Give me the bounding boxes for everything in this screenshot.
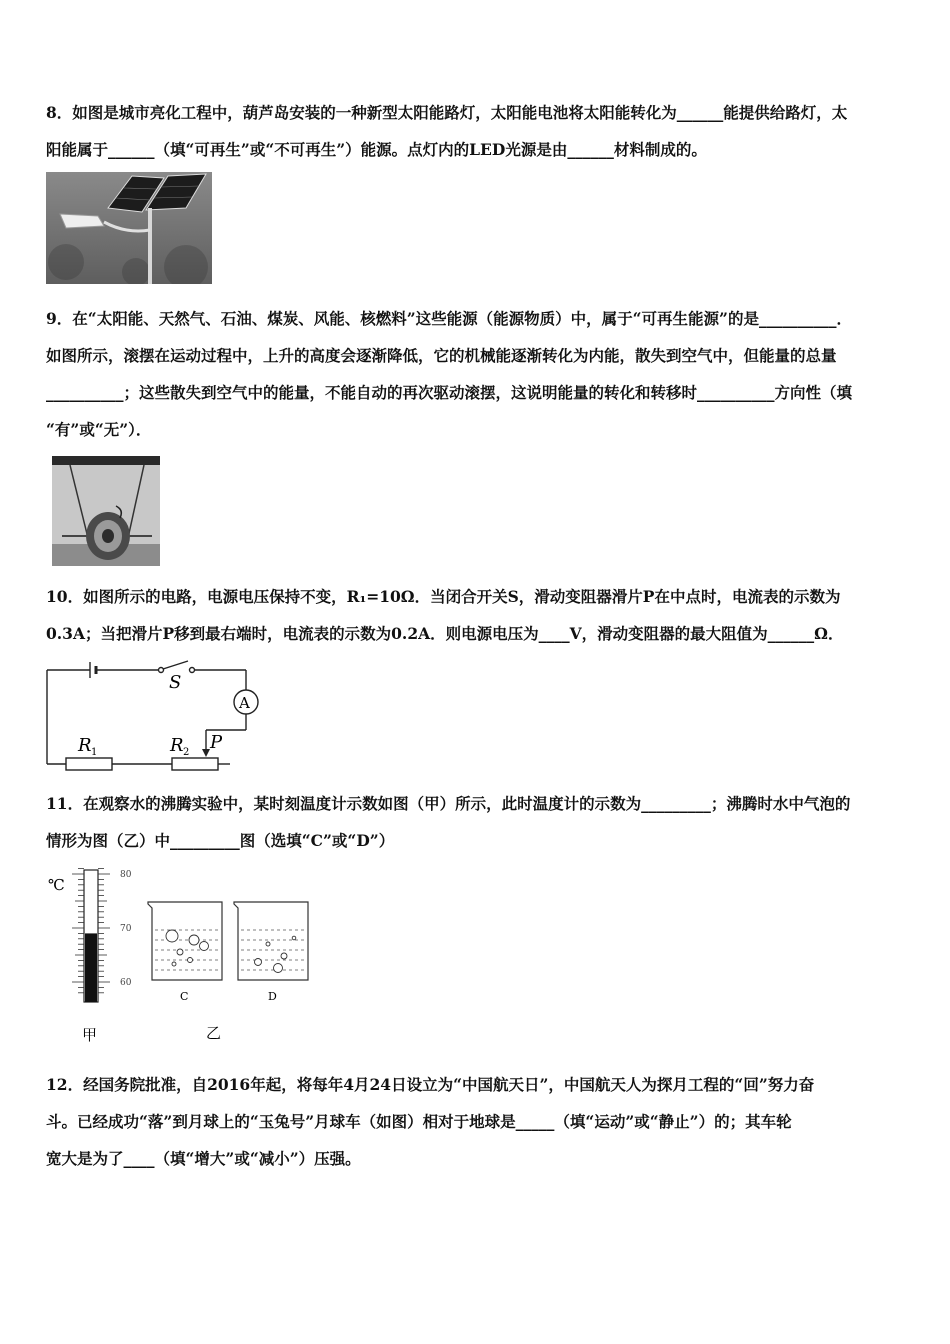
r2-subscript: 2 (183, 747, 190, 758)
question-12-line-3: 宽大是为了____（填“增大”或“减小”）压强。 (46, 1149, 361, 1168)
question-8-line-2: 阳能属于______（填“可再生”或“不可再生”）能源。点灯内的LED光源是由______材料制成的。 (46, 140, 707, 159)
switch-label: S (169, 672, 182, 693)
boiling-experiment-figure (44, 864, 324, 1044)
tick-80: 80 (120, 870, 132, 880)
beaker-c-label: C (180, 990, 189, 1003)
thermometer-mercury (85, 933, 97, 1002)
label-yi: 乙 (206, 1024, 222, 1042)
r2-label: R (170, 735, 184, 756)
question-9-line-1: 9．在“太阳能、天然气、石油、煤炭、风能、核燃料”这些能源（能源物质）中，属于“可再生能源”的是__________． (46, 309, 852, 328)
question-10-line-2: 0.3A；当把滑片P移到最右端时，电流表的示数为0.2A．则电源电压为____V，滑动变阻器的最大阻值为______Ω． (46, 624, 844, 643)
question-9-line-4: “有”或“无”）． (46, 420, 152, 439)
circuit-diagram (40, 658, 270, 776)
question-12-line-1: 12．经国务院批准，自2016年起，将每年4月24日设立为“中国航天日”，中国航天人为探月工程的“回”努力奋 (46, 1075, 815, 1094)
question-11-line-2: 情形为图（乙）中_________图（选填“C”或“D”） (46, 831, 395, 850)
tick-70: 70 (120, 924, 132, 934)
label-jia: 甲 (82, 1026, 98, 1044)
question-9-line-3: __________；这些散失到空气中的能量，不能自动的再次驱动滚摆，这说明能量的转化和转移时__________方向性（填 (46, 383, 853, 402)
question-9-line-2: 如图所示，滚摆在运动过程中，上升的高度会逐渐降低，它的机械能逐渐转化为内能，散失到空气中，但能量的总量 (46, 346, 837, 365)
tick-60: 60 (120, 978, 132, 988)
r1-subscript: 1 (91, 747, 98, 758)
maxwell-wheel-photo (52, 456, 160, 566)
question-12-line-2: 斗。已经成功“落”到月球上的“玉兔号”月球车（如图）相对于地球是_____（填“运动”或“静止”）的；其车轮 (46, 1112, 792, 1131)
beaker-d-label: D (268, 990, 277, 1003)
question-11 (46, 785, 908, 859)
question-11-line-1: 11．在观察水的沸腾实验中，某时刻温度计示数如图（甲）所示，此时温度计的示数为_________；沸腾时水中气泡的 (46, 794, 851, 813)
slider-label: P (210, 732, 223, 753)
question-10 (46, 578, 908, 652)
question-10-line-1: 10．如图所示的电路，电源电压保持不变，R₁=10Ω．当闭合开关S，滑动变阻器滑片P在中点时，电流表的示数为 (46, 587, 841, 606)
temperature-unit: ℃ (48, 876, 65, 894)
question-8-line-1: 8．如图是城市亮化工程中，葫芦岛安装的一种新型太阳能路灯，太阳能电池将太阳能转化为______能提供给路灯，太 (46, 103, 848, 122)
r1-label: R (78, 735, 92, 756)
ammeter-label: A (239, 694, 250, 712)
question-8 (46, 94, 908, 168)
solar-street-light-photo (46, 172, 212, 284)
question-9 (46, 300, 908, 448)
question-12 (46, 1066, 908, 1177)
